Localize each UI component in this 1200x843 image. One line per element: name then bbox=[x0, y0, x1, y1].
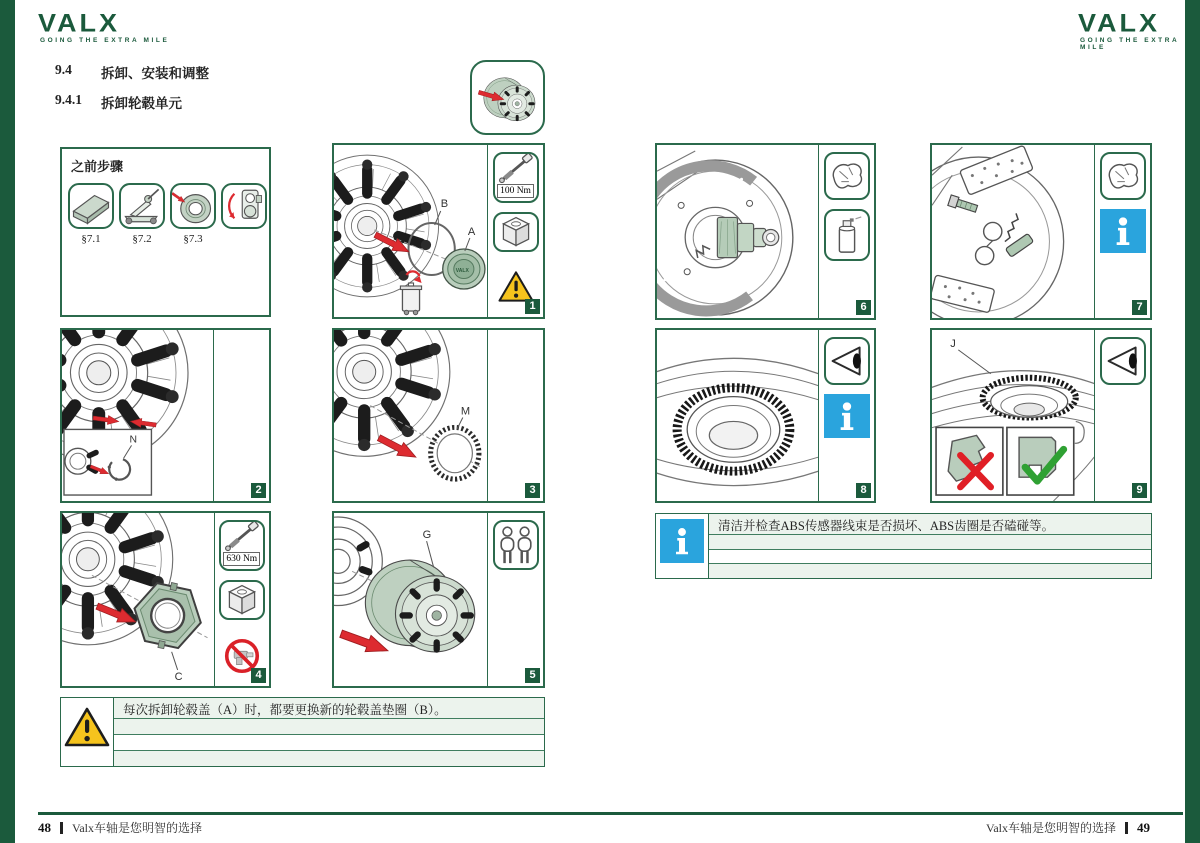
logo-wordmark: VALX bbox=[38, 9, 121, 37]
valx-logo-left bbox=[38, 8, 169, 44]
seal-wrong-inset bbox=[936, 427, 1003, 495]
axle-nut-illustration bbox=[62, 513, 214, 686]
trolley-jack-icon bbox=[121, 185, 163, 227]
svg-text:C: C bbox=[174, 670, 183, 683]
prereq-ref: §7.3 bbox=[183, 233, 203, 245]
abs-tone-ring-illustration bbox=[657, 330, 818, 501]
prereq-ref: §7.1 bbox=[81, 233, 101, 245]
step-number: 1 bbox=[525, 299, 540, 314]
warning-row-empty bbox=[114, 719, 544, 735]
info-row-empty bbox=[709, 564, 1151, 578]
page-number-right: 49 bbox=[1137, 819, 1150, 835]
step-panel-4 bbox=[60, 511, 271, 688]
abs-sensor-illustration bbox=[932, 145, 1094, 318]
footer-rule bbox=[38, 812, 1183, 815]
logo-wordmark: VALX bbox=[1078, 9, 1161, 37]
svg-text:M: M bbox=[460, 405, 471, 418]
info-note-box bbox=[655, 513, 1152, 579]
lock-washer-illustration bbox=[334, 330, 487, 501]
wheel-chock-icon bbox=[70, 185, 112, 227]
footer-slogan: Valx车轴是您明智的选择 bbox=[72, 821, 202, 835]
info-row-empty bbox=[709, 535, 1151, 550]
step-panel-3 bbox=[332, 328, 545, 503]
brake-caliper-icon bbox=[223, 185, 265, 227]
seal-right-inset bbox=[1007, 427, 1074, 495]
hub-unit-removal-illustration bbox=[334, 513, 487, 686]
torque-wrench-icon bbox=[493, 152, 539, 203]
prereq-item-jack bbox=[119, 183, 165, 247]
info-icon bbox=[1100, 209, 1146, 253]
svg-text:N: N bbox=[129, 434, 138, 446]
prerequisites-panel bbox=[60, 147, 271, 317]
subsection-number: 9.4.1 bbox=[55, 92, 82, 107]
warning-row-empty bbox=[114, 751, 544, 766]
info-icon bbox=[824, 394, 870, 438]
svg-text:VALX: VALX bbox=[455, 268, 469, 274]
footer-left bbox=[38, 819, 202, 836]
svg-text:J: J bbox=[950, 337, 956, 350]
step-number: 8 bbox=[856, 483, 871, 498]
inspect-eye-icon bbox=[1100, 337, 1146, 385]
subsection-title: 拆卸轮毂单元 bbox=[101, 96, 182, 111]
left-green-bar bbox=[0, 0, 15, 843]
step-number: 9 bbox=[1132, 483, 1147, 498]
step-number: 7 bbox=[1132, 300, 1147, 315]
step-panel-6 bbox=[655, 143, 876, 320]
prereq-item-wheel bbox=[170, 183, 216, 247]
spray-can-icon bbox=[824, 209, 870, 261]
footer-slogan: Valx车轴是您明智的选择 bbox=[986, 821, 1116, 835]
step-panel-7 bbox=[930, 143, 1152, 320]
section-title: 拆卸、安装和调整 bbox=[101, 66, 209, 81]
circlip-inset bbox=[64, 429, 151, 495]
torque-value: 630 Nm bbox=[223, 552, 260, 566]
valx-logo-right bbox=[1078, 8, 1200, 51]
page-number-left: 48 bbox=[38, 819, 51, 835]
footer-separator bbox=[60, 822, 63, 834]
logo-tagline: GOING THE EXTRA MILE bbox=[1080, 37, 1180, 51]
wheel-remove-icon bbox=[172, 185, 214, 227]
section-heading bbox=[55, 62, 209, 82]
warning-row-empty bbox=[114, 735, 544, 751]
step-panel-9 bbox=[930, 328, 1152, 503]
warning-text: 每次拆卸轮毂盖（A）时，都要更换新的轮毂盖垫圈（B）。 bbox=[114, 698, 544, 719]
prereq-title: 之前步骤 bbox=[71, 159, 124, 174]
two-person-lift-icon bbox=[493, 520, 539, 570]
right-green-bar bbox=[1185, 0, 1200, 843]
locking-clip-illustration bbox=[62, 330, 213, 501]
info-row-empty bbox=[709, 550, 1151, 565]
info-text: 清洁并检查ABS传感器线束是否损坏、ABS齿圈是否磕碰等。 bbox=[709, 514, 1151, 535]
step-panel-2 bbox=[60, 328, 271, 503]
step-panel-1 bbox=[332, 143, 545, 319]
svg-text:G: G bbox=[422, 529, 432, 542]
hex-socket-icon bbox=[219, 580, 265, 620]
info-icon bbox=[656, 514, 709, 578]
inspect-eye-icon bbox=[824, 337, 870, 385]
footer-right bbox=[655, 819, 1150, 836]
footer-separator bbox=[1125, 822, 1128, 834]
hub-unit-overview-icon bbox=[470, 60, 545, 135]
step-number: 5 bbox=[525, 668, 540, 683]
cleaning-cloth-icon bbox=[1100, 152, 1146, 200]
section-number: 9.4 bbox=[55, 62, 72, 77]
warning-note-box bbox=[60, 697, 545, 767]
step-number: 2 bbox=[251, 483, 266, 498]
step-panel-5 bbox=[332, 511, 545, 688]
svg-text:A: A bbox=[467, 226, 476, 238]
step-number: 3 bbox=[525, 483, 540, 498]
step-number: 4 bbox=[251, 668, 266, 683]
subsection-heading bbox=[55, 92, 182, 112]
logo-tagline: GOING THE EXTRA MILE bbox=[40, 37, 170, 44]
torque-wrench-icon bbox=[219, 520, 265, 571]
hub-cap-removal-illustration bbox=[334, 145, 487, 317]
step-number: 6 bbox=[856, 300, 871, 315]
prereq-item-caliper bbox=[221, 183, 267, 247]
prereq-ref: §7.2 bbox=[132, 233, 152, 245]
cleaning-cloth-icon bbox=[824, 152, 870, 200]
svg-text:B: B bbox=[440, 198, 449, 210]
hex-socket-icon bbox=[493, 212, 539, 252]
warning-triangle-icon bbox=[61, 698, 114, 766]
spindle-cleaning-illustration bbox=[657, 145, 818, 318]
torque-value: 100 Nm bbox=[497, 184, 534, 198]
seal-inspection-illustration bbox=[932, 330, 1094, 501]
hub-drum-icon bbox=[474, 64, 542, 132]
step-panel-8 bbox=[655, 328, 876, 503]
prereq-item-chock bbox=[68, 183, 114, 247]
